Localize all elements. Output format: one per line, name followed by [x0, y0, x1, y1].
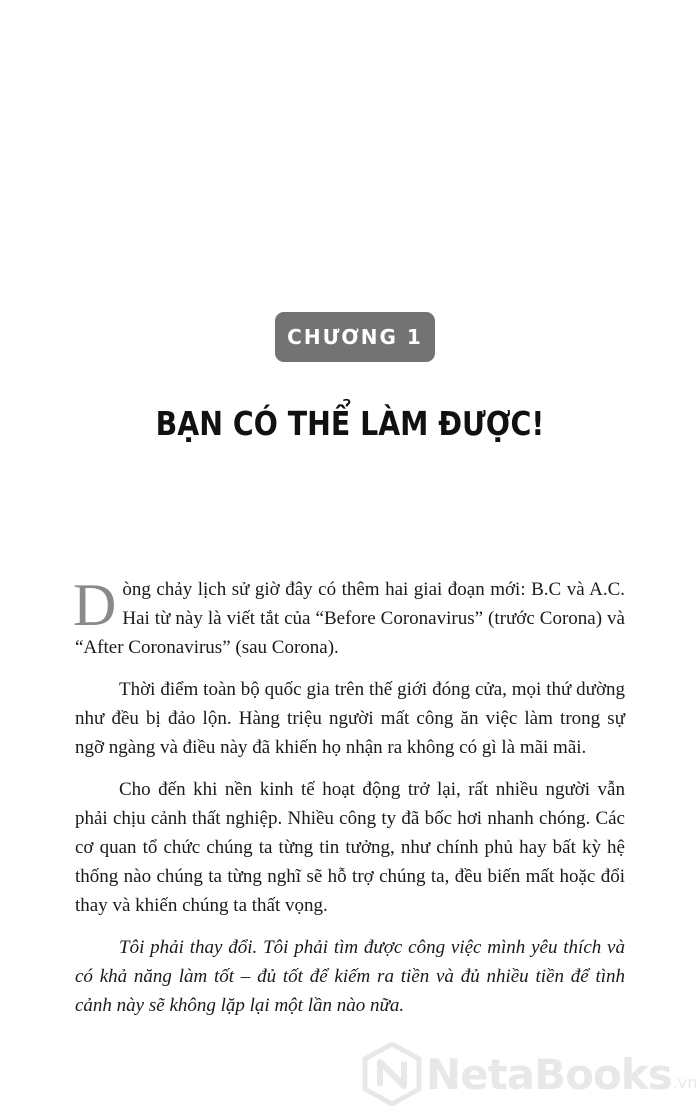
- paragraph-2: Thời điểm toàn bộ quốc gia trên thế giới đóng cửa, mọi thứ dường như đều bị đảo lộn. Hàng triệu người mất công ăn việc làm trong sự ngỡ ngàng và điều này đã khiến họ nhận ra không có gì là mãi mãi.: [75, 679, 625, 758]
- watermark-text: NetaBooks: [426, 1049, 672, 1099]
- chapter-label: CHƯƠNG 1: [275, 312, 435, 362]
- paragraph-3: Cho đến khi nền kinh tế hoạt động trở lại, rất nhiều người vẫn phải chịu cảnh thất nghiệp. Nhiều công ty đã bốc hơi nhanh chóng. Các cơ quan tổ chức chúng ta từng tin tưởng, như chính phủ hay bất kỳ hệ thống nào chúng ta từng nghĩ sẽ hỗ trợ chúng ta, đều biến mất hoặc đổi thay và khiến chúng ta thất vọng.: [75, 779, 625, 916]
- chapter-body: [73, 572, 625, 1033]
- paragraph-1: [73, 572, 625, 662]
- watermark: [362, 1042, 697, 1106]
- paragraph-1-text: òng chảy lịch sử giờ đây có thêm hai giai đoạn mới: B.C và A.C. Hai từ này là viết tắt của “Before Coronavirus” (trước Corona) và “After Coronavirus” (sau Corona).: [75, 579, 625, 658]
- netabooks-logo-icon: [362, 1042, 422, 1106]
- paragraph-4: Tôi phải thay đổi. Tôi phải tìm được công việc mình yêu thích và có khả năng làm tốt – đủ tốt để kiếm ra tiền và đủ nhiều tiền để tình cảnh này sẽ không lặp lại một lần nào nữa.: [75, 937, 625, 1016]
- chapter-title: BẠN CÓ THỂ LÀM ĐƯỢC!: [155, 404, 545, 443]
- watermark-suffix: .vn: [672, 1073, 698, 1092]
- drop-cap: D: [73, 572, 117, 638]
